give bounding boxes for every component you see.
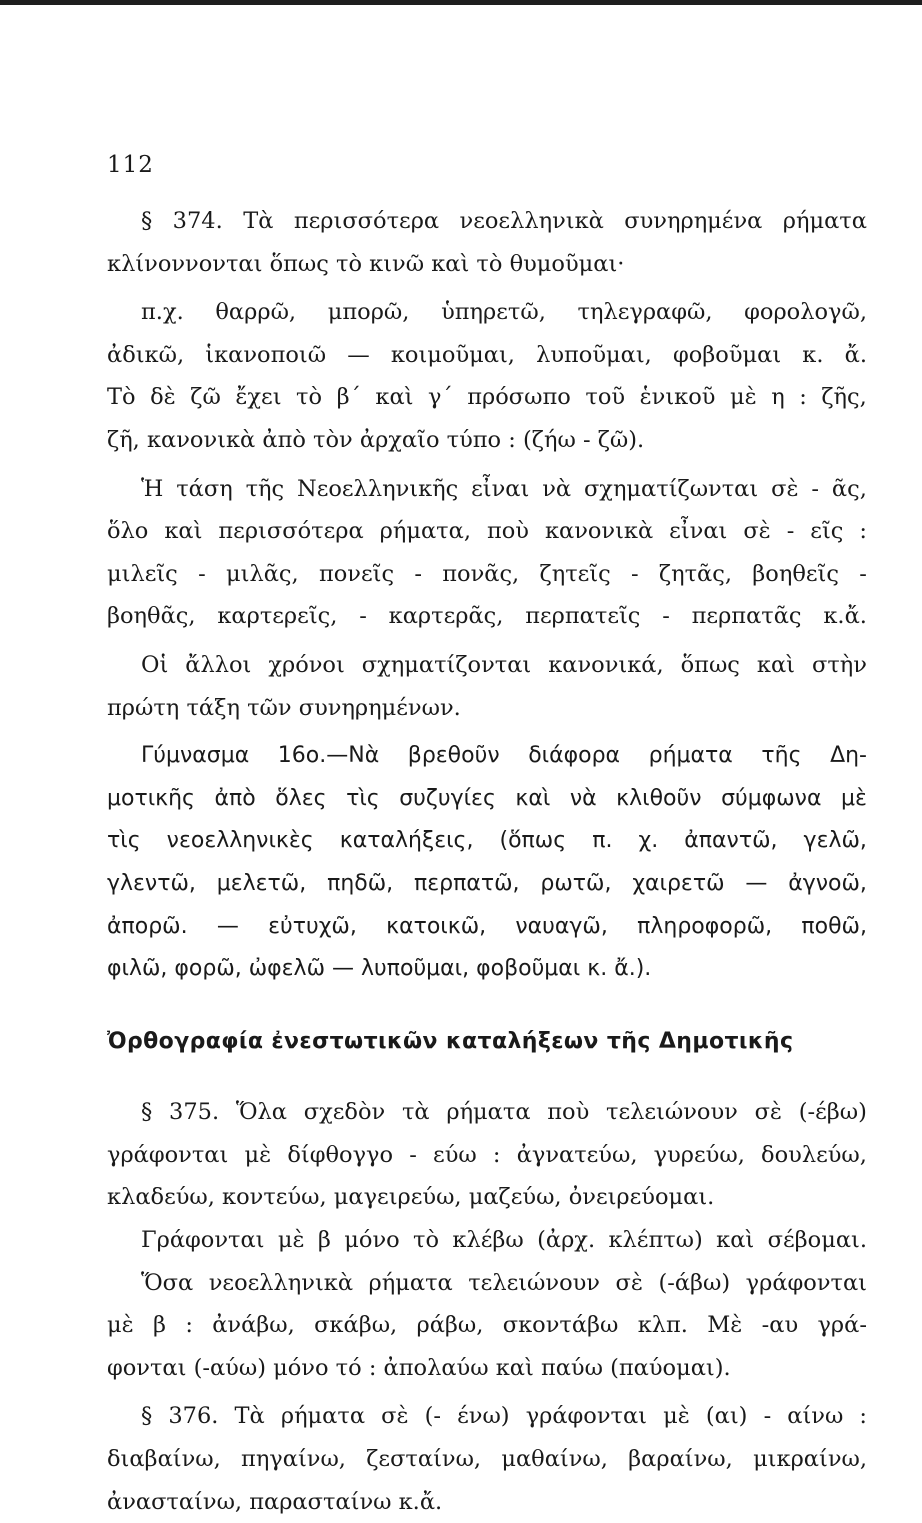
page-top-border (0, 0, 922, 5)
text-line: ζῆ, κανονικὰ ἀπὸ τὸν ἀρχαῖο τύπο : (ζήω - ζῶ). (107, 426, 645, 453)
text-line: φονται (-αύω) μόνο τό : ἀπολαύω καὶ παύω (παύομαι). (107, 1354, 731, 1381)
text-line: § 374. Τὰ περισσότερα νεοελληνικὰ συνηρημένα ρήματα (141, 208, 867, 234)
section-heading: Ὀρθογραφία ἐνεστωτικῶν καταλήξεων τῆς Δημοτικῆς (107, 1028, 794, 1054)
text-line: Οἱ ἄλλοι χρόνοι σχηματίζονται κανονικά, ὅπως καὶ στὴν (141, 651, 867, 678)
exercise-line: μοτικῆς ἀπὸ ὅλες τὶς συζυγίες καὶ νὰ κλιθοῦν σύμφωνα μὲ (107, 785, 867, 811)
text-line: βοηθᾶς, καρτερεῖς, - καρτερᾶς, περπατεῖς - περπατᾶς κ.ἄ. (107, 603, 867, 630)
text-line: ὅλο καὶ περισσότερα ρήματα, ποὺ κανονικὰ εἶναι σὲ - εῖς : (107, 518, 867, 545)
text-line: μιλεῖς - μιλᾶς, πονεῖς - πονᾶς, ζητεῖς - ζητᾶς, βοηθεῖς - (107, 560, 867, 587)
text-line: κλαδεύω, κοντεύω, μαγειρεύω, μαζεύω, ὀνειρεύομαι. (107, 1184, 715, 1211)
text-line: μὲ β : ἀνάβω, σκάβω, ράβω, σκοντάβω κλπ. Μὲ -αυ γρά- (107, 1312, 867, 1339)
text-line: κλίνοννονται ὅπως τὸ κινῶ καὶ τὸ θυμοῦμαι· (107, 250, 625, 277)
text-line: π.χ. θαρρῶ, μπορῶ, ὑπηρετῶ, τηλεγραφῶ, φορολογῶ, (141, 299, 867, 326)
text-line: § 376. Τὰ ρήματα σὲ (- ένω) γράφονται μὲ (αι) - αίνω : (141, 1403, 867, 1430)
page-body (107, 200, 867, 1523)
exercise-line: Γύμνασμα 16ο.—Νὰ βρεθοῦν διάφορα ρήματα τῆς Δη- (141, 743, 867, 769)
text-line: Ὅσα νεοελληνικὰ ρήματα τελειώνουν σὲ (-άβω) γράφονται (141, 1269, 867, 1296)
exercise-line: ἀπορῶ. — εὐτυχῶ, κατοικῶ, ναυαγῶ, πληροφορῶ, ποθῶ, (107, 913, 867, 939)
text-line: διαβαίνω, πηγαίνω, ζεσταίνω, μαθαίνω, βαραίνω, μικραίνω, (107, 1446, 867, 1473)
text-line: Τὸ δὲ ζῶ ἔχει τὸ β΄ καὶ γ΄ πρόσωπο τοῦ ἑνικοῦ μὲ η : ζῆς, (107, 384, 867, 411)
text-line: Γράφονται μὲ β μόνο τὸ κλέβω (ἀρχ. κλέπτω) καὶ σέβομαι. (141, 1227, 867, 1254)
page-number: 112 (107, 152, 154, 178)
text-line: Ἡ τάση τῆς Νεοελληνικῆς εἶναι νὰ σχηματίζωνται σὲ - ᾶς, (141, 475, 867, 502)
text-line: πρώτη τάξη τῶν συνηρημένων. (107, 694, 461, 721)
exercise-line: φιλῶ, φορῶ, ὠφελῶ — λυποῦμαι, φοβοῦμαι κ. ἄ.). (107, 956, 652, 982)
text-line: ἀδικῶ, ἱκανοποιῶ — κοιμοῦμαι, λυποῦμαι, φοβοῦμαι κ. ἄ. (107, 341, 867, 368)
text-line: γράφονται μὲ δίφθογγο - εύω : ἀγνατεύω, γυρεύω, δουλεύω, (107, 1141, 867, 1168)
text-line: § 375. Ὅλα σχεδὸν τὰ ρήματα ποὺ τελειώνουν σὲ (-έβω) (141, 1099, 867, 1126)
text-line: ἀνασταίνω, παρασταίνω κ.ἄ. (107, 1488, 443, 1515)
exercise-line: τὶς νεοελληνικὲς καταλήξεις, (ὅπως π. χ. ἀπαντῶ, γελῶ, (107, 828, 867, 854)
exercise-line: γλεντῶ, μελετῶ, πηδῶ, περπατῶ, ρωτῶ, χαιρετῶ — ἀγνοῶ, (107, 870, 867, 896)
